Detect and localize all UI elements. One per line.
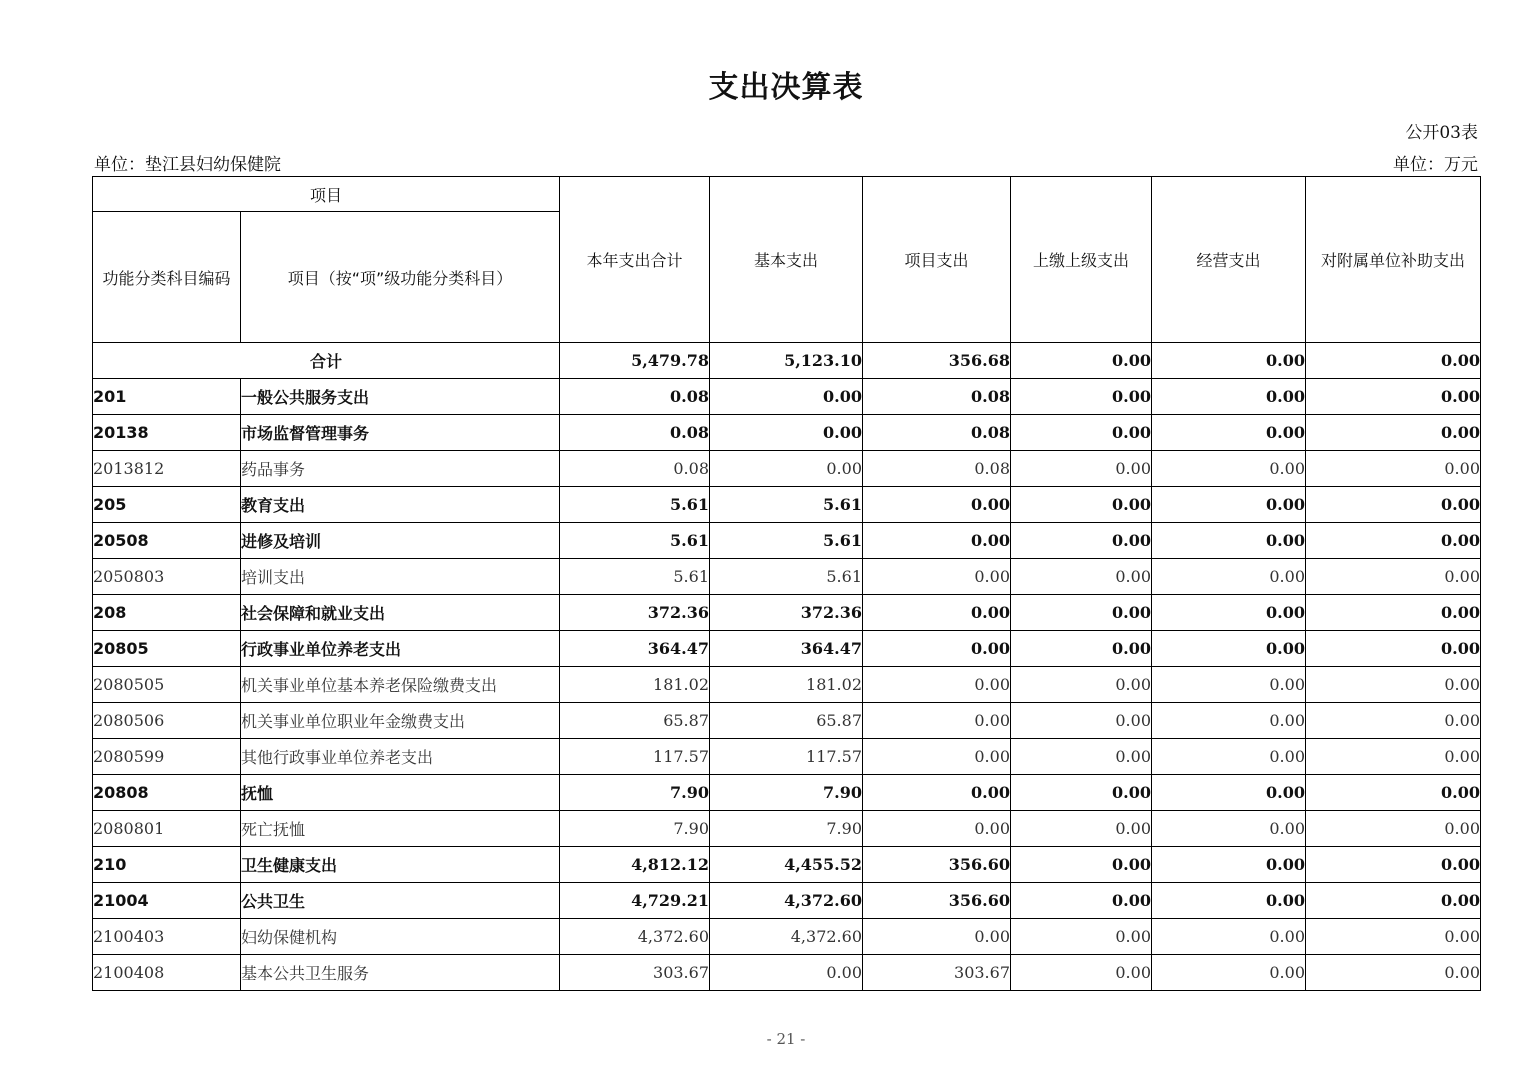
table-body: [93, 343, 1481, 991]
row-name: 死亡抚恤: [241, 811, 560, 847]
row-value: 0.00: [863, 775, 1011, 811]
row-value: 0.00: [1306, 811, 1481, 847]
row-value: 0.00: [863, 631, 1011, 667]
row-value: 0.00: [1011, 883, 1152, 919]
row-value: 0.00: [1152, 631, 1306, 667]
row-value: 0.00: [863, 595, 1011, 631]
row-name: 进修及培训: [241, 523, 560, 559]
row-value: 4,455.52: [710, 847, 863, 883]
row-value: 4,812.12: [560, 847, 710, 883]
row-value: 0.00: [710, 415, 863, 451]
row-code: 210: [93, 847, 241, 883]
row-value: 0.00: [1011, 631, 1152, 667]
row-value: 0.00: [1011, 847, 1152, 883]
row-value: 5.61: [710, 487, 863, 523]
row-value: 0.00: [1152, 559, 1306, 595]
row-name: 行政事业单位养老支出: [241, 631, 560, 667]
row-value: 7.90: [560, 811, 710, 847]
row-value: 0.00: [1306, 523, 1481, 559]
total-row: [93, 343, 1481, 379]
table-row: [93, 415, 1481, 451]
row-value: 0.08: [560, 415, 710, 451]
row-value: 5.61: [560, 523, 710, 559]
row-value: 0.00: [1011, 739, 1152, 775]
row-name: 抚恤: [241, 775, 560, 811]
row-value: 372.36: [710, 595, 863, 631]
table-row: [93, 451, 1481, 487]
expenditure-table: [92, 176, 1481, 991]
page-title: 支出决算表: [708, 70, 864, 105]
total-value: 0.00: [1011, 343, 1152, 379]
row-value: 0.00: [863, 667, 1011, 703]
row-value: 117.57: [560, 739, 710, 775]
row-value: 117.57: [710, 739, 863, 775]
row-code: 2080801: [93, 811, 241, 847]
row-code: 20138: [93, 415, 241, 451]
row-code: 205: [93, 487, 241, 523]
row-code: 208: [93, 595, 241, 631]
row-value: 364.47: [710, 631, 863, 667]
row-code: 20508: [93, 523, 241, 559]
row-value: 5.61: [560, 559, 710, 595]
row-value: 0.00: [1011, 595, 1152, 631]
row-code: 2080505: [93, 667, 241, 703]
currency-unit: 单位：万元: [1393, 155, 1478, 175]
row-value: 0.00: [1152, 451, 1306, 487]
row-name: 培训支出: [241, 559, 560, 595]
table-row: [93, 919, 1481, 955]
row-value: 65.87: [710, 703, 863, 739]
row-value: 0.00: [1152, 955, 1306, 991]
row-value: 0.00: [1011, 955, 1152, 991]
row-value: 0.00: [1306, 703, 1481, 739]
row-value: 5.61: [710, 523, 863, 559]
row-value: 0.00: [1152, 883, 1306, 919]
row-value: 0.00: [1306, 415, 1481, 451]
header-project-expenditure: 项目支出: [863, 177, 1011, 343]
row-value: 364.47: [560, 631, 710, 667]
total-value: 0.00: [1306, 343, 1481, 379]
row-value: 0.00: [1306, 847, 1481, 883]
row-value: 372.36: [560, 595, 710, 631]
row-value: 0.00: [1011, 919, 1152, 955]
row-value: 303.67: [560, 955, 710, 991]
table-row: [93, 487, 1481, 523]
row-value: 0.00: [863, 487, 1011, 523]
row-name: 药品事务: [241, 451, 560, 487]
total-label: 合计: [93, 343, 560, 379]
organization-unit: 单位：垫江县妇幼保健院: [94, 155, 281, 175]
page-number: - 21 -: [766, 1030, 806, 1048]
row-value: 0.00: [1306, 487, 1481, 523]
row-value: 0.00: [863, 919, 1011, 955]
row-value: 0.00: [1306, 451, 1481, 487]
row-code: 21004: [93, 883, 241, 919]
row-value: 0.00: [1152, 919, 1306, 955]
table-row: [93, 667, 1481, 703]
table-row: [93, 595, 1481, 631]
row-value: 0.00: [1152, 847, 1306, 883]
row-name: 妇幼保健机构: [241, 919, 560, 955]
row-value: 5.61: [560, 487, 710, 523]
table-row: [93, 559, 1481, 595]
header-group-project: 项目: [93, 177, 560, 212]
row-value: 0.00: [1306, 631, 1481, 667]
row-name: 公共卫生: [241, 883, 560, 919]
row-value: 0.08: [863, 379, 1011, 415]
row-value: 0.00: [1011, 415, 1152, 451]
row-value: 0.00: [1306, 883, 1481, 919]
row-value: 0.00: [1152, 595, 1306, 631]
row-value: 0.00: [1152, 415, 1306, 451]
row-value: 4,372.60: [560, 919, 710, 955]
row-code: 2100408: [93, 955, 241, 991]
table-row: [93, 739, 1481, 775]
table-row: [93, 631, 1481, 667]
row-value: 0.00: [863, 739, 1011, 775]
row-value: 0.00: [1011, 451, 1152, 487]
row-name: 卫生健康支出: [241, 847, 560, 883]
row-value: 0.00: [1306, 955, 1481, 991]
row-value: 0.00: [1306, 739, 1481, 775]
row-value: 0.08: [560, 379, 710, 415]
row-value: 0.00: [1152, 667, 1306, 703]
row-value: 4,729.21: [560, 883, 710, 919]
row-value: 4,372.60: [710, 883, 863, 919]
row-value: 0.00: [710, 379, 863, 415]
row-value: 0.00: [710, 955, 863, 991]
row-code: 2100403: [93, 919, 241, 955]
row-value: 0.00: [1011, 667, 1152, 703]
row-value: 0.00: [1152, 703, 1306, 739]
row-code: 2080506: [93, 703, 241, 739]
row-value: 0.00: [1152, 379, 1306, 415]
table-row: [93, 955, 1481, 991]
table-row: [93, 775, 1481, 811]
row-value: 0.00: [1306, 379, 1481, 415]
row-code: 201: [93, 379, 241, 415]
row-code: 20805: [93, 631, 241, 667]
row-value: 0.08: [863, 451, 1011, 487]
row-value: 0.00: [1152, 487, 1306, 523]
row-value: 181.02: [560, 667, 710, 703]
table-row: [93, 703, 1481, 739]
total-value: 356.68: [863, 343, 1011, 379]
row-value: 181.02: [710, 667, 863, 703]
row-value: 0.08: [863, 415, 1011, 451]
row-value: 0.00: [1306, 775, 1481, 811]
total-value: 5,479.78: [560, 343, 710, 379]
row-name: 机关事业单位基本养老保险缴费支出: [241, 667, 560, 703]
row-value: 0.00: [1306, 595, 1481, 631]
row-value: 7.90: [710, 775, 863, 811]
row-value: 0.00: [1011, 703, 1152, 739]
total-value: 5,123.10: [710, 343, 863, 379]
row-value: 7.90: [560, 775, 710, 811]
header-operating-expenditure: 经营支出: [1152, 177, 1306, 343]
header-name: 项目（按“项”级功能分类科目）: [241, 212, 560, 343]
row-value: 0.00: [1152, 739, 1306, 775]
table-row: [93, 811, 1481, 847]
row-name: 教育支出: [241, 487, 560, 523]
row-value: 0.00: [863, 703, 1011, 739]
table-row: [93, 847, 1481, 883]
form-number: 公开03表: [1405, 123, 1478, 143]
row-value: 65.87: [560, 703, 710, 739]
table-row: [93, 523, 1481, 559]
row-code: 2050803: [93, 559, 241, 595]
row-value: 0.00: [1152, 523, 1306, 559]
row-value: 0.00: [710, 451, 863, 487]
row-value: 0.00: [1011, 775, 1152, 811]
row-value: 0.00: [1306, 667, 1481, 703]
row-name: 一般公共服务支出: [241, 379, 560, 415]
row-value: 0.00: [863, 811, 1011, 847]
row-value: 0.00: [1011, 379, 1152, 415]
row-value: 0.00: [1306, 559, 1481, 595]
row-value: 7.90: [710, 811, 863, 847]
row-value: 5.61: [710, 559, 863, 595]
row-value: 0.00: [1011, 559, 1152, 595]
row-code: 2013812: [93, 451, 241, 487]
row-value: 0.00: [1011, 523, 1152, 559]
row-name: 社会保障和就业支出: [241, 595, 560, 631]
table-row: [93, 883, 1481, 919]
row-name: 其他行政事业单位养老支出: [241, 739, 560, 775]
header-remit-superior: 上缴上级支出: [1011, 177, 1152, 343]
row-code: 2080599: [93, 739, 241, 775]
row-code: 20808: [93, 775, 241, 811]
row-value: 0.00: [1152, 775, 1306, 811]
row-value: 0.00: [1011, 811, 1152, 847]
header-subsidiary-subsidy: 对附属单位补助支出: [1306, 177, 1481, 343]
row-value: 0.08: [560, 451, 710, 487]
row-name: 基本公共卫生服务: [241, 955, 560, 991]
row-value: 4,372.60: [710, 919, 863, 955]
table-row: [93, 379, 1481, 415]
total-value: 0.00: [1152, 343, 1306, 379]
row-value: 0.00: [863, 523, 1011, 559]
row-value: 356.60: [863, 847, 1011, 883]
header-total-expenditure: 本年支出合计: [560, 177, 710, 343]
row-value: 0.00: [863, 559, 1011, 595]
header-code: 功能分类科目编码: [93, 212, 241, 343]
row-name: 机关事业单位职业年金缴费支出: [241, 703, 560, 739]
row-value: 0.00: [1152, 811, 1306, 847]
row-name: 市场监督管理事务: [241, 415, 560, 451]
row-value: 356.60: [863, 883, 1011, 919]
row-value: 303.67: [863, 955, 1011, 991]
header-basic-expenditure: 基本支出: [710, 177, 863, 343]
row-value: 0.00: [1011, 487, 1152, 523]
row-value: 0.00: [1306, 919, 1481, 955]
